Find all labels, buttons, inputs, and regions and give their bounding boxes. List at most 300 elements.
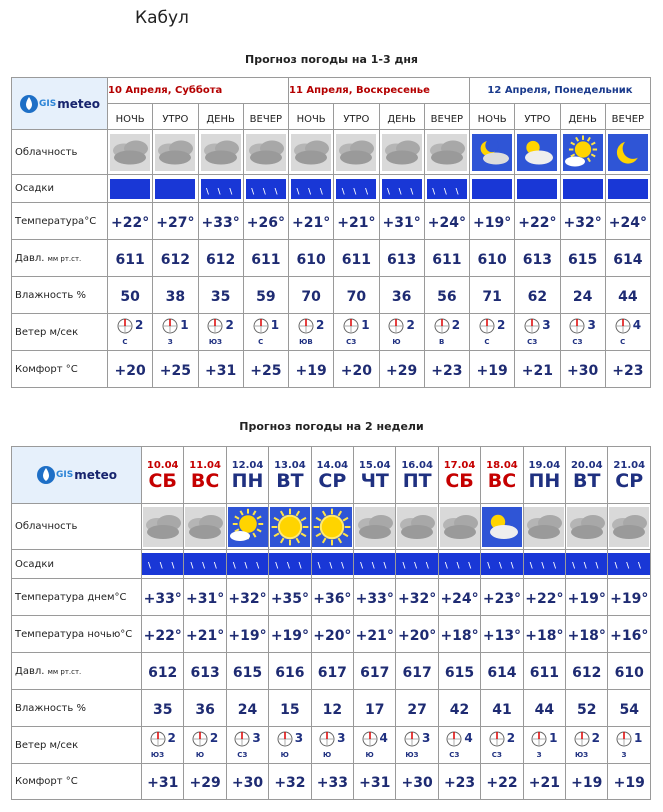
weekday-label: СР [318, 469, 347, 492]
rain-icon: \ \ \ [427, 179, 467, 199]
long-precip-cell [311, 550, 353, 579]
overcast-icon [425, 134, 469, 171]
time-of-day-cell: ВЕЧЕР [424, 104, 469, 130]
time-of-day-cell: УТРО [334, 104, 379, 130]
overcast-icon [153, 134, 197, 171]
long-comfort-cell: +22 [481, 764, 523, 800]
long-cloud-cell [396, 504, 438, 550]
weekday-label: ЧТ [360, 469, 389, 492]
press-cell: 611 [243, 240, 288, 277]
press-cell: 613 [379, 240, 424, 277]
long-tday-cell: +35° [269, 579, 311, 616]
city-title: Кабул [135, 8, 189, 28]
long-forecast-caption: Прогноз погоды на 2 недели [239, 420, 424, 433]
long-tnight-cell: +21° [184, 616, 226, 653]
long-press-cell: 617 [311, 653, 353, 690]
long-cloud-row [12, 504, 651, 550]
cloud-cell [334, 130, 379, 175]
rain-icon: \ \ \ [382, 179, 422, 199]
temp-cell: +24° [605, 203, 650, 240]
press-cell: 610 [289, 240, 334, 277]
press-cell: 611 [334, 240, 379, 277]
long-tday-cell: +32° [396, 579, 438, 616]
wind-compass-icon [616, 731, 632, 751]
precip-cell [515, 175, 560, 203]
long-press-cell: 614 [481, 653, 523, 690]
no-precip-icon [608, 179, 648, 199]
overcast-icon [244, 134, 288, 171]
sun-icon [312, 507, 353, 547]
comfort-cell: +19 [470, 351, 515, 388]
long-tnight-cell: +18° [523, 616, 565, 653]
long-hum-cell: 35 [142, 690, 184, 727]
long-hum-cell: 44 [523, 690, 565, 727]
wind-compass-icon [234, 731, 250, 751]
wind-compass-icon [446, 731, 462, 751]
long-cloud-cell [438, 504, 480, 550]
long-wind-cell: З 1 [523, 727, 565, 764]
long-comfort-cell: +23 [438, 764, 480, 800]
precip-cell [560, 175, 605, 203]
date-cell [396, 447, 438, 504]
long-precip-cell [438, 550, 480, 579]
long-precip-cell [396, 550, 438, 579]
wind-cell: ЮЗ 2 [198, 314, 243, 351]
press-cell: 615 [560, 240, 605, 277]
wind-compass-icon [362, 731, 378, 751]
long-precip-label: Осадки [12, 550, 142, 579]
long-tday-cell: +22° [523, 579, 565, 616]
long-tday-cell: +36° [311, 579, 353, 616]
rain-icon: \ \ \ [269, 553, 310, 575]
time-of-day-cell: ДЕНЬ [379, 104, 424, 130]
day-header-1: 10 Апреля, Суббота [108, 78, 289, 104]
overcast-icon [396, 507, 437, 547]
rain-icon: \ \ \ [227, 553, 268, 575]
long-comfort-cell: +30 [226, 764, 268, 800]
hum-cell: 44 [605, 277, 650, 314]
long-cloud-cell [608, 504, 651, 550]
wind-compass-icon [150, 731, 166, 751]
rain-icon: \ \ \ [246, 179, 286, 199]
temp-cell: +19° [470, 203, 515, 240]
weekday-label: ПН [528, 469, 561, 492]
humidity-label: Влажность % [12, 277, 108, 314]
wind-compass-icon [253, 318, 269, 338]
long-cloud-cell [184, 504, 226, 550]
date-label: 17.04 [443, 459, 476, 471]
long-wind-cell: Ю 4 [354, 727, 396, 764]
long-cloud-cell [566, 504, 608, 550]
cloud-cell [289, 130, 334, 175]
long-tnight-cell: +16° [608, 616, 651, 653]
temp-cell: +21° [334, 203, 379, 240]
hum-cell: 70 [289, 277, 334, 314]
long-tday-cell: +23° [481, 579, 523, 616]
long-hum-cell: 12 [311, 690, 353, 727]
overcast-icon [566, 507, 607, 547]
date-cell [311, 447, 353, 504]
long-wind-cell: ЮЗ 2 [566, 727, 608, 764]
long-precip-cell [523, 550, 565, 579]
long-precip-cell [184, 550, 226, 579]
date-label: 10.04 [146, 459, 179, 471]
wind-compass-icon [524, 318, 540, 338]
wind-cell: В 2 [424, 314, 469, 351]
wind-compass-icon [207, 318, 223, 338]
comfort-cell: +20 [334, 351, 379, 388]
long-hum-cell: 15 [269, 690, 311, 727]
overcast-icon [380, 134, 424, 171]
long-wind-cell: СЗ 3 [226, 727, 268, 764]
long-wind-cell: СЗ 4 [438, 727, 480, 764]
date-label: 14.04 [316, 459, 349, 471]
long-comfort-cell: +21 [523, 764, 565, 800]
rain-icon: \ \ \ [524, 553, 565, 575]
long-press-cell: 617 [354, 653, 396, 690]
cloud-row [12, 130, 651, 175]
press-cell: 611 [108, 240, 153, 277]
weekday-label: СР [615, 469, 644, 492]
comfort-cell: +23 [424, 351, 469, 388]
long-humidity-row [12, 690, 651, 727]
long-comfort-row [12, 764, 651, 800]
date-cell [269, 447, 311, 504]
press-cell: 610 [470, 240, 515, 277]
hum-cell: 71 [470, 277, 515, 314]
wind-compass-icon [479, 318, 495, 338]
long-wind-cell: СЗ 2 [481, 727, 523, 764]
long-hum-cell: 36 [184, 690, 226, 727]
humidity-row [12, 277, 651, 314]
cloud-cell [560, 130, 605, 175]
time-of-day-cell: НОЧЬ [289, 104, 334, 130]
rain-icon: \ \ \ [142, 553, 183, 575]
long-precip-cell [354, 550, 396, 579]
date-label: 20.04 [570, 459, 603, 471]
press-cell: 613 [515, 240, 560, 277]
long-tnight-cell: +20° [311, 616, 353, 653]
overcast-icon [354, 507, 395, 547]
long-wind-cell: ЮЗ 3 [396, 727, 438, 764]
rain-icon: \ \ \ [336, 179, 376, 199]
long-cloud-cell [311, 504, 353, 550]
long-hum-cell: 24 [226, 690, 268, 727]
long-forecast-table [11, 446, 651, 800]
long-wind-cell: Ю 3 [311, 727, 353, 764]
time-of-day-cell: ВЕЧЕР [605, 104, 650, 130]
comfort-cell: +31 [198, 351, 243, 388]
long-comfort-cell: +29 [184, 764, 226, 800]
wind-compass-icon [569, 318, 585, 338]
comfort-cell: +29 [379, 351, 424, 388]
precip-cell [470, 175, 515, 203]
wind-compass-icon [404, 731, 420, 751]
long-comfort-cell: +30 [396, 764, 438, 800]
sun-cloud-icon [227, 507, 268, 547]
rain-icon: \ \ \ [608, 553, 650, 575]
pressure-row [12, 240, 651, 277]
long-tnight-cell: +22° [142, 616, 184, 653]
precip-label: Осадки [12, 175, 108, 203]
weekday-label: ПТ [402, 469, 432, 492]
long-hum-cell: 54 [608, 690, 651, 727]
precip-cell [379, 175, 424, 203]
long-comfort-cell: +19 [608, 764, 651, 800]
weekday-label: ВС [190, 469, 220, 492]
temp-cell: +22° [515, 203, 560, 240]
long-comfort-cell: +31 [354, 764, 396, 800]
long-tnight-cell: +19° [226, 616, 268, 653]
date-cell [354, 447, 396, 504]
long-hum-cell: 42 [438, 690, 480, 727]
hum-cell: 62 [515, 277, 560, 314]
long-comfort-label: Комфорт °С [12, 764, 142, 800]
temp-cell: +33° [198, 203, 243, 240]
hum-cell: 24 [560, 277, 605, 314]
date-label: 18.04 [486, 459, 518, 471]
precip-cell [108, 175, 153, 203]
long-dates-row [12, 447, 651, 504]
long-hum-cell: 52 [566, 690, 608, 727]
overcast-icon [334, 134, 378, 171]
wind-cell: С 4 [605, 314, 650, 351]
comfort-cell: +23 [605, 351, 650, 388]
long-tnight-cell: +20° [396, 616, 438, 653]
date-cell [481, 447, 523, 504]
no-precip-icon [563, 179, 603, 199]
long-tday-label: Температура днем°С [12, 579, 142, 616]
cloud-cell [515, 130, 560, 175]
long-comfort-cell: +32 [269, 764, 311, 800]
hum-cell: 38 [153, 277, 198, 314]
wind-compass-icon [319, 731, 335, 751]
rain-icon: \ \ \ [354, 553, 395, 575]
wind-label: Ветер м/сек [12, 314, 108, 351]
long-wind-cell: ЮЗ 2 [142, 727, 184, 764]
wind-cell: Ю 2 [379, 314, 424, 351]
long-cloud-cell [269, 504, 311, 550]
long-wind-cell: Ю 3 [269, 727, 311, 764]
date-label: 11.04 [189, 459, 221, 471]
long-tnight-cell: +13° [481, 616, 523, 653]
precip-cell [605, 175, 650, 203]
comfort-cell: +20 [108, 351, 153, 388]
comfort-row [12, 351, 651, 388]
short-forecast-table [11, 77, 651, 388]
precip-cell [424, 175, 469, 203]
wind-compass-icon [434, 318, 450, 338]
date-label: 19.04 [528, 459, 561, 471]
day-header-2: 11 Апреля, Воскресенье [289, 78, 470, 104]
wind-compass-icon [192, 731, 208, 751]
weekday-label: СБ [148, 469, 177, 492]
long-hum-cell: 17 [354, 690, 396, 727]
comfort-cell: +19 [289, 351, 334, 388]
wind-cell: С 2 [470, 314, 515, 351]
long-press-cell: 617 [396, 653, 438, 690]
gismeteo-logo-icon [36, 465, 56, 485]
long-precip-cell [269, 550, 311, 579]
rain-icon: \ \ \ [481, 553, 522, 575]
temp-cell: +24° [424, 203, 469, 240]
long-tday-cell: +33° [142, 579, 184, 616]
long-cloud-cell [523, 504, 565, 550]
wind-compass-icon [531, 731, 547, 751]
press-cell: 612 [198, 240, 243, 277]
cloud-cell [424, 130, 469, 175]
wind-cell: С 2 [108, 314, 153, 351]
long-precip-cell [142, 550, 184, 579]
temp-cell: +26° [243, 203, 288, 240]
hum-cell: 35 [198, 277, 243, 314]
date-cell [566, 447, 608, 504]
time-of-day-cell: ДЕНЬ [560, 104, 605, 130]
date-label: 21.04 [613, 459, 646, 471]
no-precip-icon [110, 179, 150, 199]
long-press-cell: 612 [142, 653, 184, 690]
weekday-label: СБ [445, 469, 474, 492]
long-hum-cell: 41 [481, 690, 523, 727]
precip-cell [153, 175, 198, 203]
long-wind-cell: З 1 [608, 727, 651, 764]
long-pressure-row [12, 653, 651, 690]
rain-icon: \ \ \ [201, 179, 241, 199]
overcast-icon [184, 507, 225, 547]
time-of-day-cell: ВЕЧЕР [243, 104, 288, 130]
long-press-cell: 611 [523, 653, 565, 690]
hum-cell: 50 [108, 277, 153, 314]
long-tday-cell: +24° [438, 579, 480, 616]
no-precip-icon [517, 179, 557, 199]
long-cloud-cell [226, 504, 268, 550]
moon-cloud-icon [470, 134, 514, 171]
long-cloud-label: Облачность [12, 504, 142, 550]
long-press-cell: 616 [269, 653, 311, 690]
long-comfort-cell: +33 [311, 764, 353, 800]
date-cell [523, 447, 565, 504]
date-cell [142, 447, 184, 504]
overcast-icon [439, 507, 480, 547]
gismeteo-logo-2[interactable]: GIS meteo [12, 447, 142, 504]
overcast-icon [199, 134, 243, 171]
comfort-cell: +25 [153, 351, 198, 388]
precip-cell [334, 175, 379, 203]
partly-cloudy-icon [515, 134, 559, 171]
wind-compass-icon [615, 318, 631, 338]
temperature-row [12, 203, 651, 240]
wind-cell: СЗ 1 [334, 314, 379, 351]
time-of-day-row [12, 104, 651, 130]
short-days-row [12, 78, 651, 104]
overcast-icon [524, 507, 565, 547]
long-wind-cell: Ю 2 [184, 727, 226, 764]
long-hum-cell: 27 [396, 690, 438, 727]
sun-cloud-icon [561, 134, 605, 171]
long-tday-cell: +31° [184, 579, 226, 616]
long-cloud-cell [354, 504, 396, 550]
temp-cell: +31° [379, 203, 424, 240]
date-cell [184, 447, 226, 504]
temp-cell: +27° [153, 203, 198, 240]
long-tnight-row [12, 616, 651, 653]
time-of-day-cell: НОЧЬ [470, 104, 515, 130]
long-tday-cell: +32° [226, 579, 268, 616]
precip-cell [198, 175, 243, 203]
press-cell: 611 [424, 240, 469, 277]
hum-cell: 36 [379, 277, 424, 314]
long-tnight-cell: +18° [438, 616, 480, 653]
wind-compass-icon [388, 318, 404, 338]
precip-row [12, 175, 651, 203]
wind-compass-icon [574, 731, 590, 751]
long-press-cell: 615 [438, 653, 480, 690]
long-humidity-label: Влажность % [12, 690, 142, 727]
cloud-cell [198, 130, 243, 175]
long-tnight-label: Температура ночью°С [12, 616, 142, 653]
long-precip-cell [566, 550, 608, 579]
wind-cell: СЗ 3 [560, 314, 605, 351]
rain-icon: \ \ \ [291, 179, 331, 199]
temp-cell: +22° [108, 203, 153, 240]
long-press-cell: 615 [226, 653, 268, 690]
long-tday-row [12, 579, 651, 616]
gismeteo-logo[interactable]: GIS meteo [12, 78, 108, 130]
weekday-label: ПН [231, 469, 264, 492]
overcast-icon [608, 507, 650, 547]
overcast-icon [289, 134, 333, 171]
partly-cloudy-icon [481, 507, 522, 547]
long-tday-cell: +19° [566, 579, 608, 616]
time-of-day-cell: ДЕНЬ [198, 104, 243, 130]
comfort-label: Комфорт °С [12, 351, 108, 388]
weekday-label: ВТ [276, 469, 304, 492]
long-comfort-cell: +31 [142, 764, 184, 800]
wind-cell: СЗ 3 [515, 314, 560, 351]
wind-row [12, 314, 651, 351]
rain-icon: \ \ \ [312, 553, 353, 575]
long-press-cell: 610 [608, 653, 651, 690]
rain-icon: \ \ \ [396, 553, 437, 575]
precip-cell [243, 175, 288, 203]
long-precip-cell [481, 550, 523, 579]
temp-cell: +21° [289, 203, 334, 240]
long-press-cell: 613 [184, 653, 226, 690]
long-precip-row [12, 550, 651, 579]
cloud-cell [108, 130, 153, 175]
date-label: 16.04 [401, 459, 433, 471]
wind-compass-icon [343, 318, 359, 338]
long-tday-cell: +33° [354, 579, 396, 616]
day-header-3: 12 Апреля, Понедельник [470, 78, 651, 104]
overcast-icon [108, 134, 152, 171]
weekday-label: ВТ [573, 469, 601, 492]
date-label: 15.04 [358, 459, 391, 471]
rain-icon: \ \ \ [184, 553, 225, 575]
long-precip-cell [226, 550, 268, 579]
date-cell [226, 447, 268, 504]
wind-compass-icon [277, 731, 293, 751]
long-tnight-cell: +21° [354, 616, 396, 653]
moon-icon [606, 134, 650, 171]
long-comfort-cell: +19 [566, 764, 608, 800]
wind-compass-icon [489, 731, 505, 751]
rain-icon: \ \ \ [566, 553, 607, 575]
hum-cell: 59 [243, 277, 288, 314]
long-tday-cell: +19° [608, 579, 651, 616]
wind-cell: З 1 [153, 314, 198, 351]
long-wind-label: Ветер м/сек [12, 727, 142, 764]
